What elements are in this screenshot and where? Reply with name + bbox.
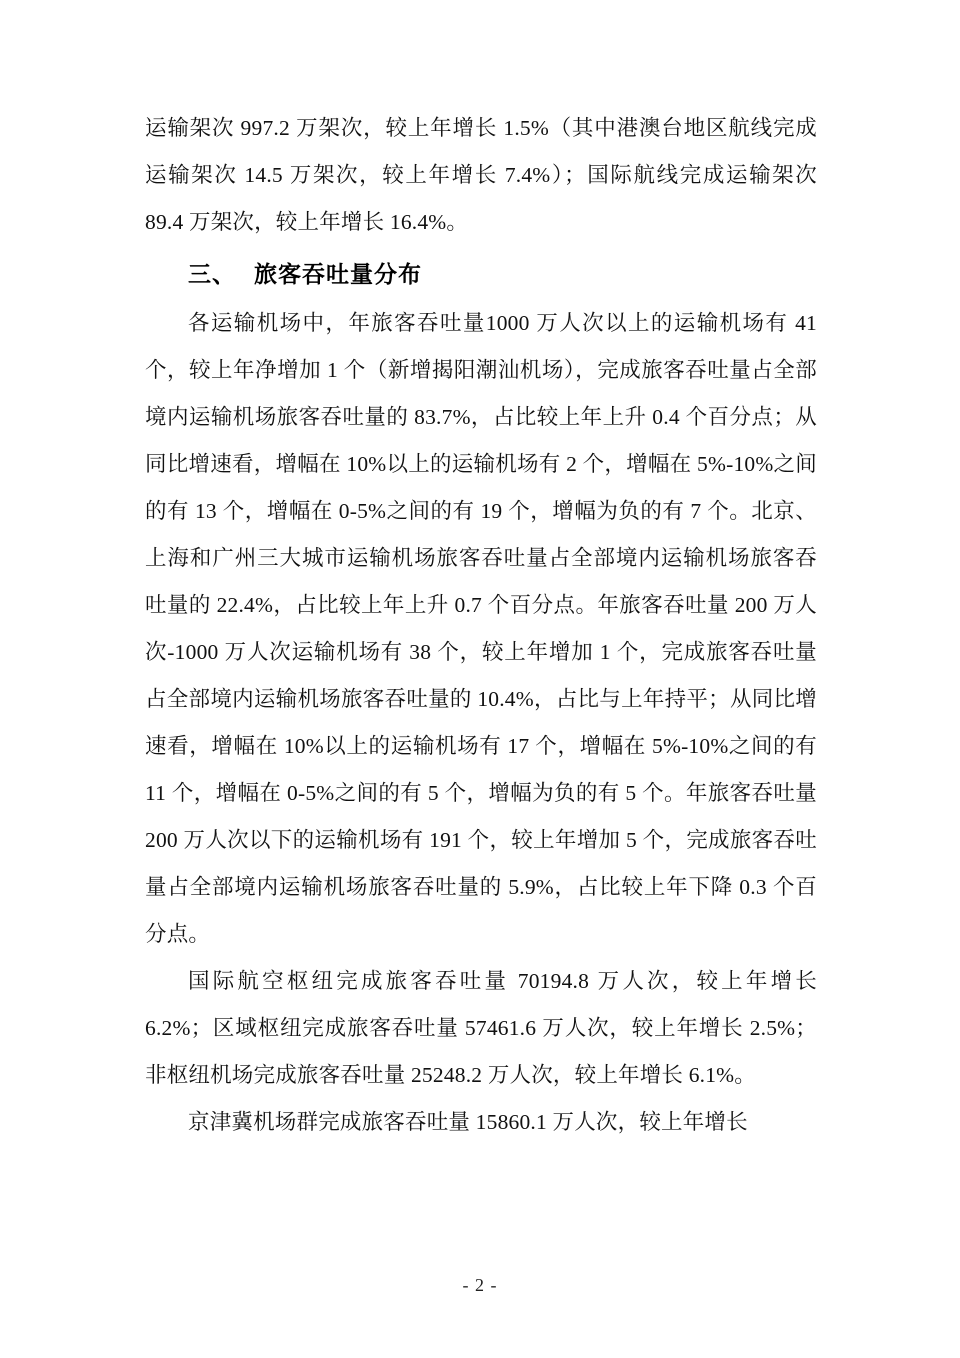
section-title: 旅客吞吐量分布 xyxy=(254,262,422,287)
paragraph-jingjinji: 京津冀机场群完成旅客吞吐量 15860.1 万人次，较上年增长 xyxy=(188,1110,748,1134)
page-number: - 2 - xyxy=(462,1275,498,1295)
document-body xyxy=(145,105,817,1146)
paragraph-transport-sorties: 运输架次 997.2 万架次，较上年增长 1.5%（其中港澳台地区航线完成运输架次 14.5 万架次，较上年增长 7.4%）；国际航线完成运输架次 89.4 万架次，较上年增长 16.4%。 xyxy=(145,116,817,234)
section-number: 三、 xyxy=(188,262,236,287)
page-footer xyxy=(0,1275,960,1296)
paragraph-hub-throughput: 国际航空枢纽完成旅客吞吐量 70194.8 万人次，较上年增长 6.2%；区域枢纽完成旅客吞吐量 57461.6 万人次，较上年增长 2.5%；非枢纽机场完成旅客吞吐量 25248.2 万人次，较上年增长 6.1%。 xyxy=(145,969,817,1087)
paragraph-airport-distribution: 各运输机场中，年旅客吞吐量1000 万人次以上的运输机场有 41 个，较上年净增加 1 个（新增揭阳潮汕机场），完成旅客吞吐量占全部境内运输机场旅客吞吐量的 83.7%，占比较上年上升 0.4 个百分点；从同比增速看，增幅在 10%以上的运输机场有 2 个，增幅在 5%-10%之间的有 13 个，增幅在 0-5%之间的有 19 个，增幅为负的有 7 个。北京、上海和广州三大城市运输机场旅客吞吐量占全部境内运输机场旅客吞吐量的 22.4%，占比较上年上升 0.7 个百分点。年旅客吞吐量 200 万人次-1000 万人次运输机场有 38 个，较上年增加 1 个，完成旅客吞吐量占全部境内运输机场旅客吞吐量的 10.4%，占比与上年持平；从同比增速看，增幅在 10%以上的运输机场有 17 个，增幅在 5%-10%之间的有 11 个，增幅在 0-5%之间的有 5 个，增幅为负的有 5 个。年旅客吞吐量 200 万人次以下的运输机场有 191 个，较上年增加 5 个，完成旅客吞吐量占全部境内运输机场旅客吞吐量的 5.9%，占比较上年下降 0.3 个百分点。 xyxy=(145,311,817,946)
section-heading xyxy=(145,250,817,300)
